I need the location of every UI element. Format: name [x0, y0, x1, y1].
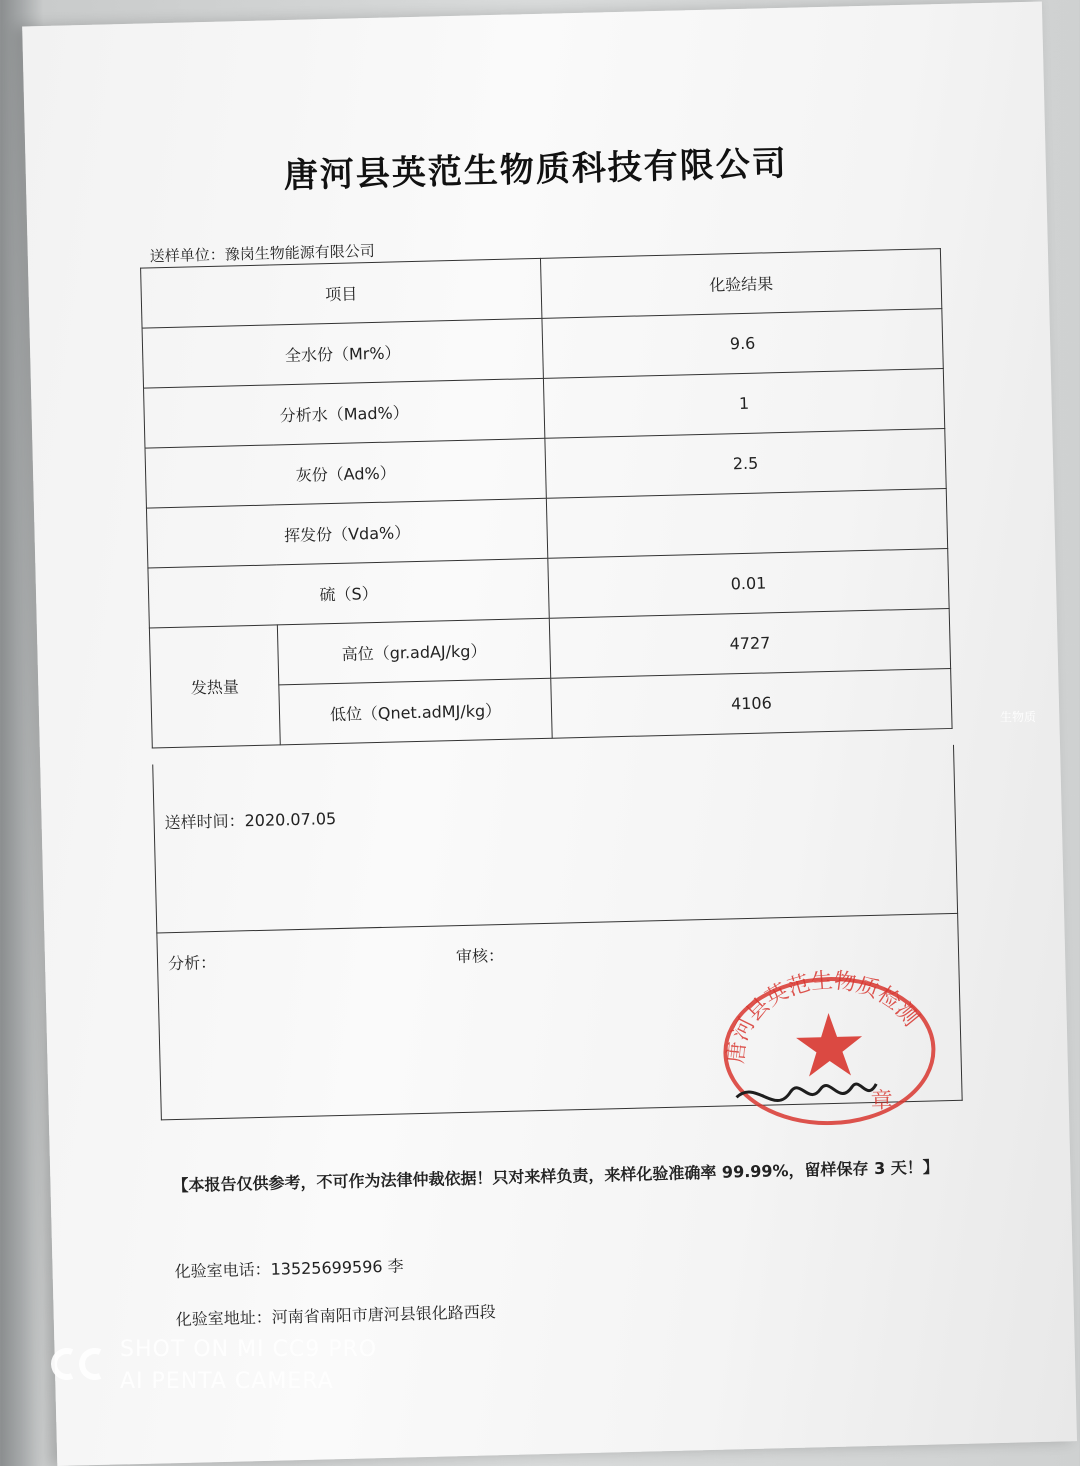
side-note: 生物质 — [1000, 710, 1037, 724]
row-label: 灰份（Ad%） — [145, 438, 546, 508]
watermark-text — [120, 1334, 377, 1398]
review-label: 审核： — [455, 945, 505, 967]
row-value: 2.5 — [545, 429, 946, 499]
results-table — [140, 248, 953, 748]
company-title: 唐河县英范生物质科技有限公司 — [283, 143, 789, 197]
row-value: 1 — [543, 369, 944, 439]
cc-logo-icon — [46, 1344, 106, 1384]
row-value: 0.01 — [548, 549, 949, 619]
header-item: 项目 — [141, 258, 542, 328]
heat-high-value: 4727 — [549, 608, 950, 678]
report-paper — [22, 2, 1077, 1466]
disclaimer: 【本报告仅供参考，不可作为法律仲裁依据！只对来样负责，来样化验准确率 99.99%，留样保存 3 天！】 — [172, 1157, 940, 1196]
watermark-line1: SHOT ON MI CC9 PRO — [120, 1337, 378, 1362]
heat-high-label: 高位（gr.adAJ/kg） — [277, 618, 550, 685]
sender-unit: 送样单位：豫岗生物能源有限公司 — [149, 241, 375, 266]
lab-phone: 化验室电话：13525699596 李 — [174, 1256, 404, 1282]
lab-address: 化验室地址：河南省南阳市唐河县银化路西段 — [175, 1302, 496, 1330]
watermark-line2: AI PENTA CAMERA — [120, 1369, 334, 1394]
analysis-label: 分析： — [167, 953, 217, 974]
company-seal — [713, 962, 943, 1127]
handwritten-signature — [736, 1084, 876, 1102]
seal-text-path: 唐河县英范生物质检测 — [723, 968, 924, 1065]
row-label: 挥发份（Vda%） — [146, 498, 547, 568]
seal-star-icon — [796, 1012, 864, 1077]
row-label: 全水份（Mr%） — [142, 318, 543, 388]
heat-label: 发热量 — [149, 625, 280, 748]
sample-time-box — [152, 745, 958, 934]
row-value — [546, 489, 947, 559]
heat-low-label: 低位（Qnet.adMJ/kg） — [279, 678, 552, 745]
row-value: 9.6 — [542, 309, 943, 379]
sample-time: 送样时间：2020.07.05 — [164, 809, 337, 833]
row-label: 分析水（Mad%） — [144, 378, 545, 448]
seal-suffix: 章 — [870, 1088, 893, 1115]
header-result: 化验结果 — [540, 249, 941, 319]
heat-low-value: 4106 — [551, 668, 952, 738]
row-label: 硫（S） — [148, 558, 549, 628]
